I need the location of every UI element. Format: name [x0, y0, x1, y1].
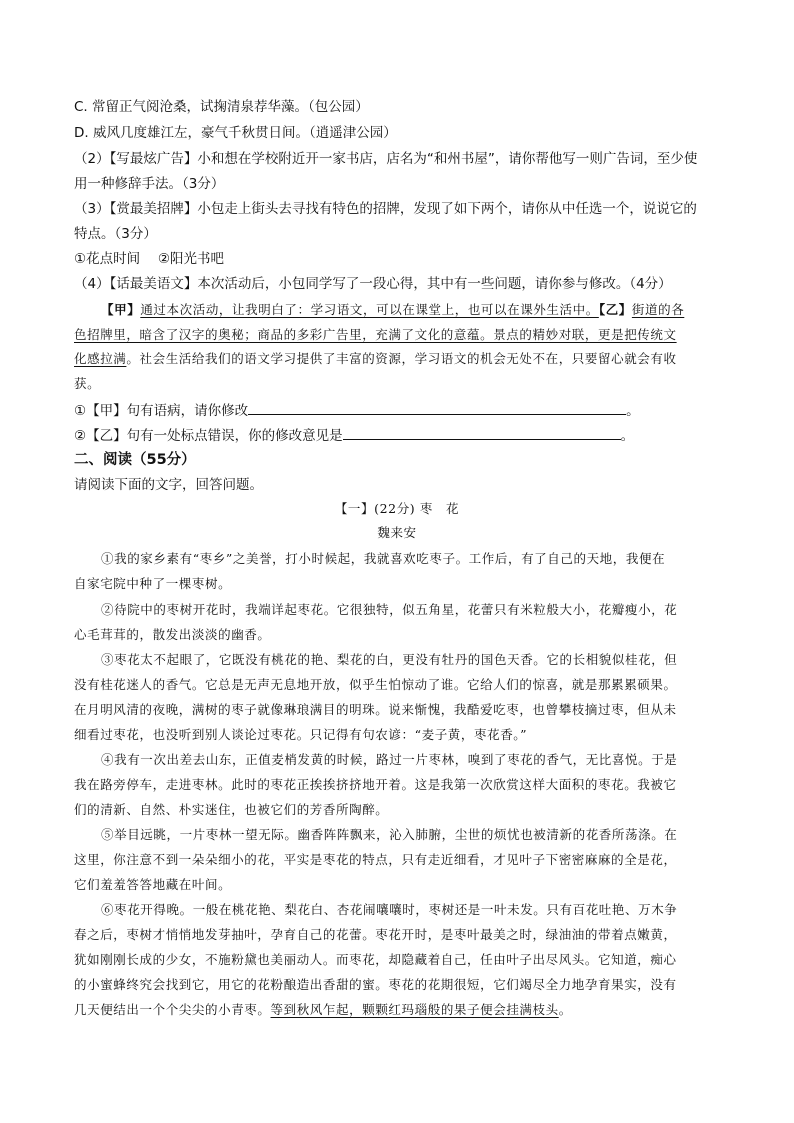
para-line: 这里，你注意不到一朵朵细小的花，平实是枣花的特点，只有走近细看，才见叶子下密密麻麻的全是花， [74, 852, 677, 867]
option-d: D. 威风几度雄江左，豪气千秋贯日间。（逍遥津公园） [74, 125, 397, 141]
para-line: 细看过枣花，也没听到别人谈论过枣花。只记得有句农谚：“麦子黄，枣花香。” [74, 727, 528, 742]
passage-line1 [101, 301, 684, 319]
passage-line4: 获。 [74, 376, 101, 391]
question-2-line1: （2）【写最炫广告】小和想在学校附近开一家书店，店名为“和州书屋”，请你帮他写一则广告词，至少使 [74, 151, 698, 167]
answer-1-row: ①【甲】句有语病，请你修改 。 [74, 400, 640, 420]
article-author: 魏来安 [377, 525, 417, 540]
para-line: 春之后，枣树才悄悄地发芽抽叶，孕育自己的花蕾。枣花开时，是枣叶最美之时，绿油油的带着点嫩黄， [74, 927, 677, 942]
para-line: ②待院中的枣树开花时，我端详起枣花。它很独特，似五角星，花蕾只有米粒般大小，花瓣瘦小，花 [101, 602, 678, 617]
para-line: ⑤举目远眺，一片枣林一望无际。幽香阵阵飘来，沁入肺腑，尘世的烦忧也被清新的花香所荡涤。在 [101, 827, 678, 842]
para-line: 的小蜜蜂终究会找到它，用它的花粉酿造出香甜的蜜。枣花的花期很短，它们竭尽全力地孕育果实，没有 [74, 977, 677, 992]
para-line: 在月明风清的夜晚，满树的枣子就像琳琅满目的明珠。说来惭愧，我酷爱吃枣，也曾攀枝摘过枣，但从未 [74, 702, 677, 717]
sentence-jia: 通过本次活动，让我明白了：学习语文，可以在课堂上，也可以在课外生活中。 [140, 302, 599, 317]
question-3-line2: 特点。（3分） [74, 226, 157, 242]
para-line: ④我有一次出差去山东，正值麦梢发黄的时候，路过一片枣林，嗅到了枣花的香气，无比喜悦。于是 [101, 752, 678, 767]
para-line: 它们羞羞答答地藏在叶间。 [74, 877, 232, 892]
question-2-line2: 用一种修辞手法。（3分） [74, 176, 225, 192]
sentence-yi-end: 化感拉满 [74, 351, 127, 366]
para-line: 心毛茸茸的，散发出淡淡的幽香。 [74, 627, 271, 642]
answer-1-prompt: ①【甲】句有语病，请你修改 [74, 403, 249, 419]
para-line: ③枣花太不起眼了，它既没有桃花的艳、梨花的白，更没有牡丹的国色天香。它的长相貌似桂花，但 [101, 652, 678, 667]
question-4-line1: （4）【话最美语文】本次活动后，小包同学写了一段心得，其中有一些问题，请你参与修改。（4分） [74, 276, 672, 292]
para-line-last: 几天便结出一个个尖尖的小青枣。等到秋风乍起，颗颗红玛瑙般的果子便会挂满枝头。 [74, 1002, 572, 1017]
para-line: 犹如刚刚长成的少女，不施粉黛也美丽动人。而枣花，却隐藏着自己，任由叶子出尽风头。它知道，痴心 [74, 952, 677, 967]
para-line: 自家宅院中种了一棵枣树。 [74, 576, 232, 591]
para-line: ①我的家乡素有“枣乡”之美誉，打小时候起，我就喜欢吃枣子。工作后，有了自己的天地，我便在 [101, 551, 666, 566]
answer-2-blank[interactable] [343, 425, 621, 440]
article-title: 【一】(22分) 枣 花 [334, 501, 460, 516]
passage-line2: 色招牌里，暗含了汉字的奥秘；商品的多彩广告里，充满了文化的意蕴。景点的精妙对联，更是把传统文 [74, 327, 677, 342]
sentence-yi-start: 街道的各 [631, 302, 685, 317]
label-jia: 【甲】 [101, 302, 141, 317]
answer-2-prompt: ②【乙】句有一处标点错误，你的修改意见是 [74, 428, 343, 444]
label-yi: 【乙】 [598, 302, 632, 317]
para-line: ⑥枣花开得晚。一般在桃花艳、梨花白、杏花闹嚷嚷时，枣树还是一叶未发。只有百花吐艳、万木争 [101, 902, 678, 917]
answer-1-blank[interactable] [248, 400, 626, 415]
answer-2-row: ②【乙】句有一处标点错误，你的修改意见是 。 [74, 425, 634, 445]
section-title: 二、阅读（55分） [74, 452, 196, 468]
para-line: 们的清新、自然、朴实迷住，也被它们的芳香所陶醉。 [74, 802, 389, 817]
question-3-choices: ①花点时间 ②阳光书吧 [74, 251, 224, 267]
underlined-sentence: 等到秋风乍起，颗颗红玛瑙般的果子便会挂满枝头 [270, 1002, 559, 1017]
section-instructions: 请阅读下面的文字，回答问题。 [74, 477, 263, 493]
passage-line3: 化感拉满。社会生活给我们的语文学习提供了丰富的资源，学习语文的机会无处不在，只要留心就会有收 [74, 351, 677, 366]
question-3-line1: （3）【赏最美招牌】小包走上街头去寻找有特色的招牌，发现了如下两个，请你从中任选一个，说说它的 [74, 201, 697, 217]
para-line: 没有桂花迷人的香气。它总是无声无息地开放，似乎生怕惊动了谁。它给人们的惊喜，就是那累累硕果。 [74, 677, 677, 692]
para-line: 我在路旁停车，走进枣林。此时的枣花正挨挨挤挤地开着。这是我第一次欣赏这样大面积的枣花。我被它 [74, 777, 677, 792]
option-c: C. 常留正气阅沧桑，试掬清泉荐华藻。（包公园） [74, 99, 369, 115]
